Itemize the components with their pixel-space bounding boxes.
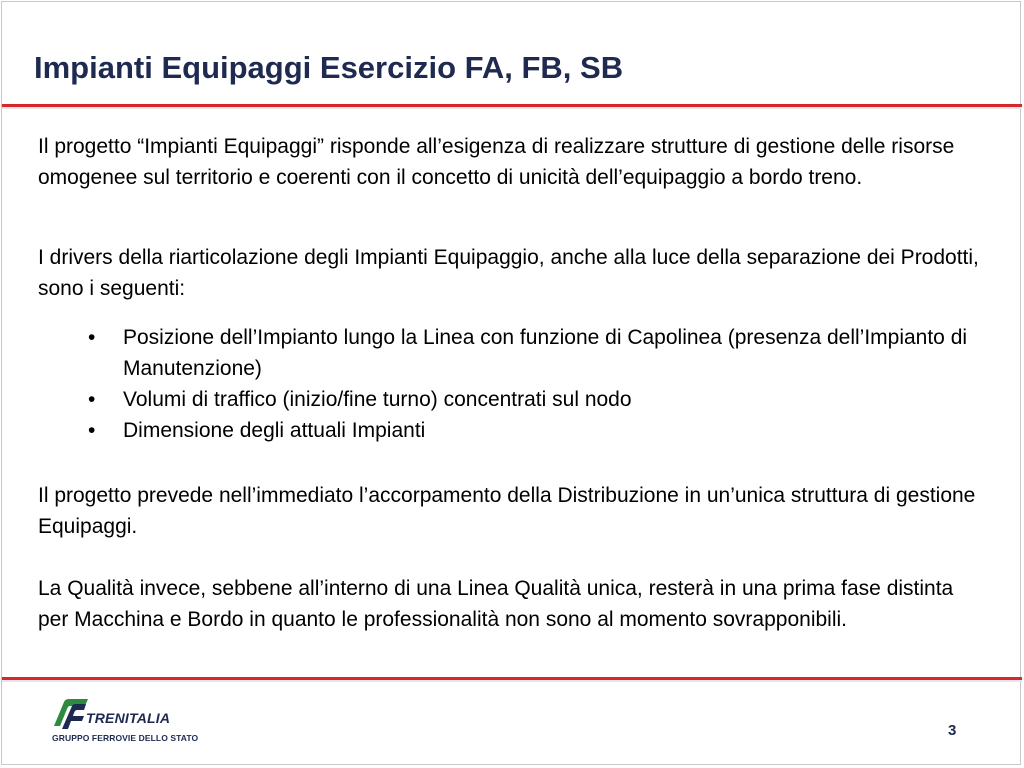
bullet-marker: • [88,326,96,349]
logo-brand-text: TRENITALIA [86,710,171,726]
list-item [38,384,988,415]
bullet-marker: • [88,388,96,411]
list-item [38,415,988,446]
drivers-paragraph: I drivers della riarticolazione degli Impianti Equipaggio, anche alla luce della separazione dei Prodotti, sono i seguenti: [38,246,979,300]
list-item-text: Posizione dell’Impianto lungo la Linea con funzione di Capolinea (presenza dell’Impianto di Manutenzione) [123,326,968,380]
trenitalia-logo [50,696,210,746]
list-item-text: Volumi di traffico (inizio/fine turno) concentrati sul nodo [123,388,632,411]
bullet-marker: • [88,419,96,442]
list-item-text: Dimensione degli attuali Impianti [123,419,426,442]
quality-paragraph: La Qualità invece, sebbene all’interno di una Linea Qualità unica, resterà in una prima fase distinta per Macchina e Bordo in quanto le professionalità non sono al momento sovrapponibili. [38,577,954,631]
slide-title: Impianti Equipaggi Esercizio FA, FB, SB [34,50,624,85]
footer-divider-shadow [2,680,1022,682]
page-number: 3 [948,722,957,739]
header-divider-shadow [2,107,1022,109]
logo-subtitle: GRUPPO FERROVIE DELLO STATO [52,733,199,743]
drivers-list [38,322,988,446]
list-item [38,322,988,384]
project-paragraph: Il progetto prevede nell’immediato l’accorpamento della Distribuzione in un’unica struttura di gestione Equipaggi. [38,484,976,538]
trenitalia-fs-logo-icon [50,696,90,732]
intro-paragraph: Il progetto “Impianti Equipaggi” risponde all’esigenza di realizzare strutture di gestione delle risorse omogenee sul territorio e coerenti con il concetto di unicità dell’equipaggio a bordo treno. [38,135,955,189]
